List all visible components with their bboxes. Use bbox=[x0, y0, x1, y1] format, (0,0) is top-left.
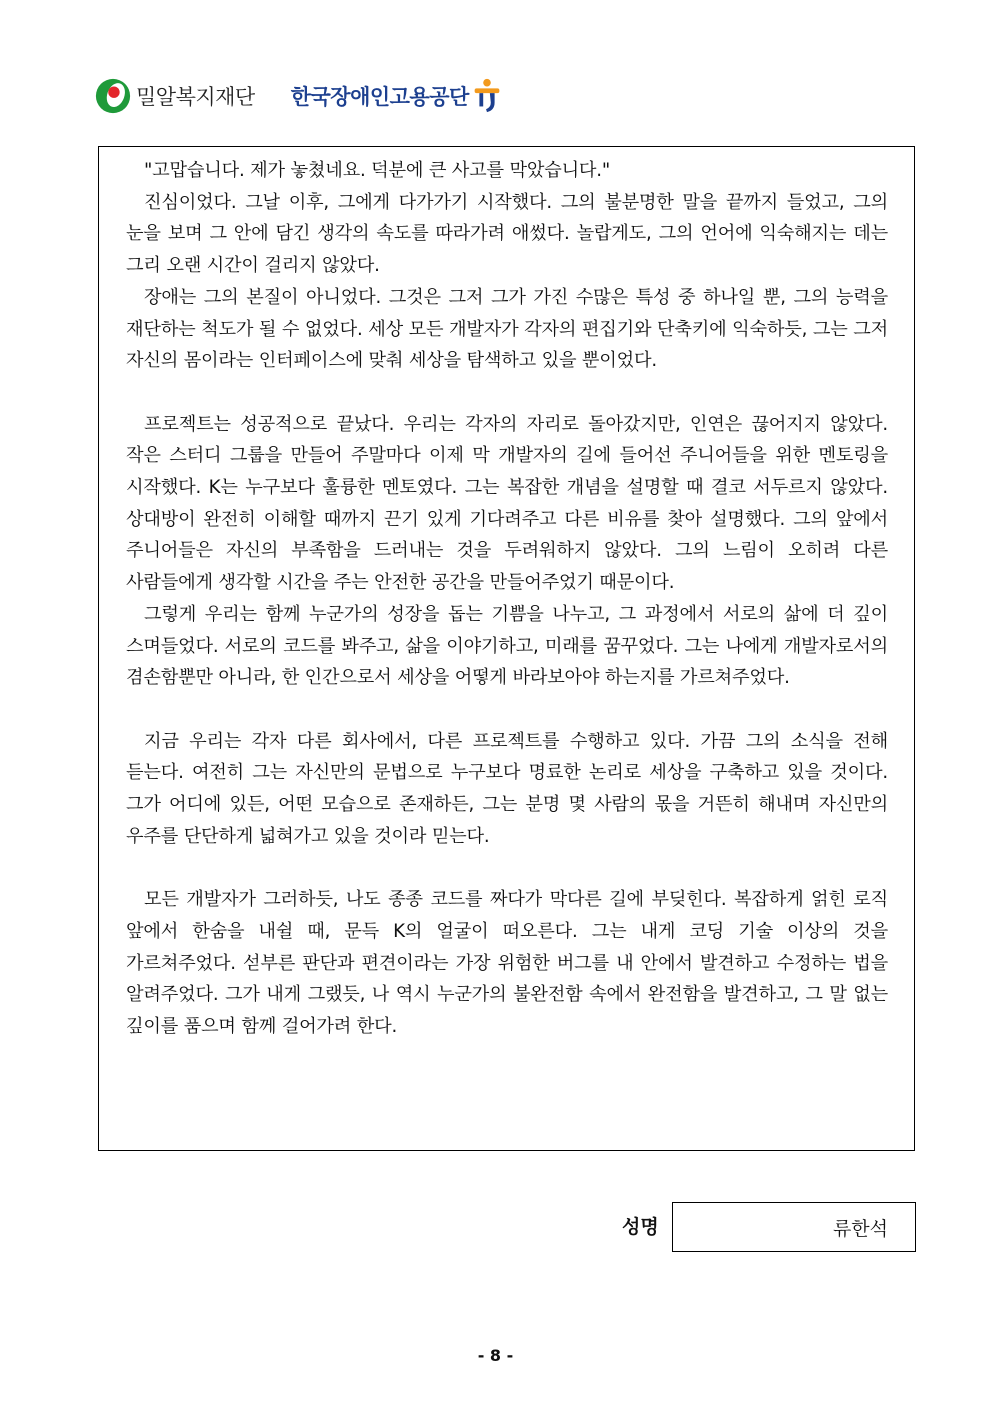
essay-body bbox=[98, 146, 915, 1151]
paragraph-gap bbox=[126, 694, 888, 726]
signature-name-box bbox=[672, 1202, 916, 1252]
signature-name: 류한석 bbox=[832, 1217, 888, 1240]
kead-logo bbox=[291, 77, 502, 115]
paragraph: "고맙습니다. 제가 놓쳤네요. 덕분에 큰 사고를 막았습니다." bbox=[144, 160, 611, 181]
paragraph-gap bbox=[126, 377, 888, 409]
paragraph: 모든 개발자가 그러하듯, 나도 종종 코드를 짜다가 막다른 길에 부딪힌다. 복잡하게 얽힌 로직 앞에서 한숨을 내쉴 때, 문득 K의 얼굴이 떠오른다. 그는 내게 코딩 기술 이상의 것을 가르쳐주었다. 섣부른 판단과 편견이라는 가장 위험한 버그를 내 안에서 발견하고 수정하는 법을 알려주었다. 그가 내게 그랬듯, 나 역시 누군가의 불완전함 속에서 완전함을 발견하고, 그 말 없는 깊이를 품으며 함께 걸어가려 한다. bbox=[126, 889, 888, 1037]
kead-logo-text: 한국장애인고용공단 bbox=[290, 85, 469, 109]
paragraph: 그렇게 우리는 함께 누군가의 성장을 돕는 기쁨을 나누고, 그 과정에서 서로의 삶에 더 깊이 스며들었다. 서로의 코드를 봐주고, 삶을 이야기하고, 미래를 꿈꾸었다. 그는 나에게 개발자로서의 겸손함뿐만 아니라, 한 인간으로서 세상을 어떻게 바라보아야 하는지를 가르쳐주었다. bbox=[126, 603, 888, 689]
miral-logo-text: 밀알복지재단 bbox=[136, 85, 255, 109]
miral-logo-icon bbox=[94, 77, 132, 115]
paragraph: 진심이었다. 그날 이후, 그에게 다가가기 시작했다. 그의 불분명한 말을 끝까지 들었고, 그의 눈을 보며 그 안에 담긴 생각의 속도를 따라가려 애썼다. 놀랍게도, 그의 언어에 익숙해지는 데는 그리 오랜 시간이 걸리지 않았다. bbox=[126, 191, 888, 277]
page-number: - 8 - bbox=[477, 1346, 514, 1365]
paragraph: 지금 우리는 각자 다른 회사에서, 다른 프로젝트를 수행하고 있다. 가끔 그의 소식을 전해 듣는다. 여전히 그는 자신만의 문법으로 누구보다 명료한 논리로 세상을 구축하고 있을 것이다. 그가 어디에 있든, 어떤 모습으로 존재하든, 그는 분명 몇 사람의 몫을 거뜬히 해내며 자신만의 우주를 단단하게 넓혀가고 있을 것이라 믿는다. bbox=[126, 730, 888, 847]
paragraph: 장애는 그의 본질이 아니었다. 그것은 그저 그가 가진 수많은 특성 중 하나일 뿐, 그의 능력을 재단하는 척도가 될 수 없었다. 세상 모든 개발자가 각자의 편집기와 단축키에 익숙하듯, 그는 그저 자신의 몸이라는 인터페이스에 맞춰 세상을 탐색하고 있을 뿐이었다. bbox=[126, 286, 888, 372]
paragraph: 프로젝트는 성공적으로 끝났다. 우리는 각자의 자리로 돌아갔지만, 인연은 끊어지지 않았다. 작은 스터디 그룹을 만들어 주말마다 이제 막 개발자의 길에 들어선 주니어들을 위한 멘토링을 시작했다. K는 누구보다 훌륭한 멘토였다. 그는 복잡한 개념을 설명할 때 결코 서두르지 않았다. 상대방이 완전히 이해할 때까지 끈기 있게 기다려주고 다른 비유를 찾아 설명했다. 그의 앞에서 주니어들은 자신의 부족함을 드러내는 것을 두려워하지 않았다. 그의 느림이 오히려 다른 사람들에게 생각할 시간을 주는 안전한 공간을 만들어주었기 때문이다. bbox=[126, 413, 888, 594]
paragraph-gap bbox=[126, 852, 888, 884]
header bbox=[94, 76, 502, 116]
signature-label: 성명 bbox=[622, 1216, 659, 1238]
kead-logo-icon bbox=[472, 77, 502, 115]
miral-welfare-logo bbox=[94, 77, 255, 115]
